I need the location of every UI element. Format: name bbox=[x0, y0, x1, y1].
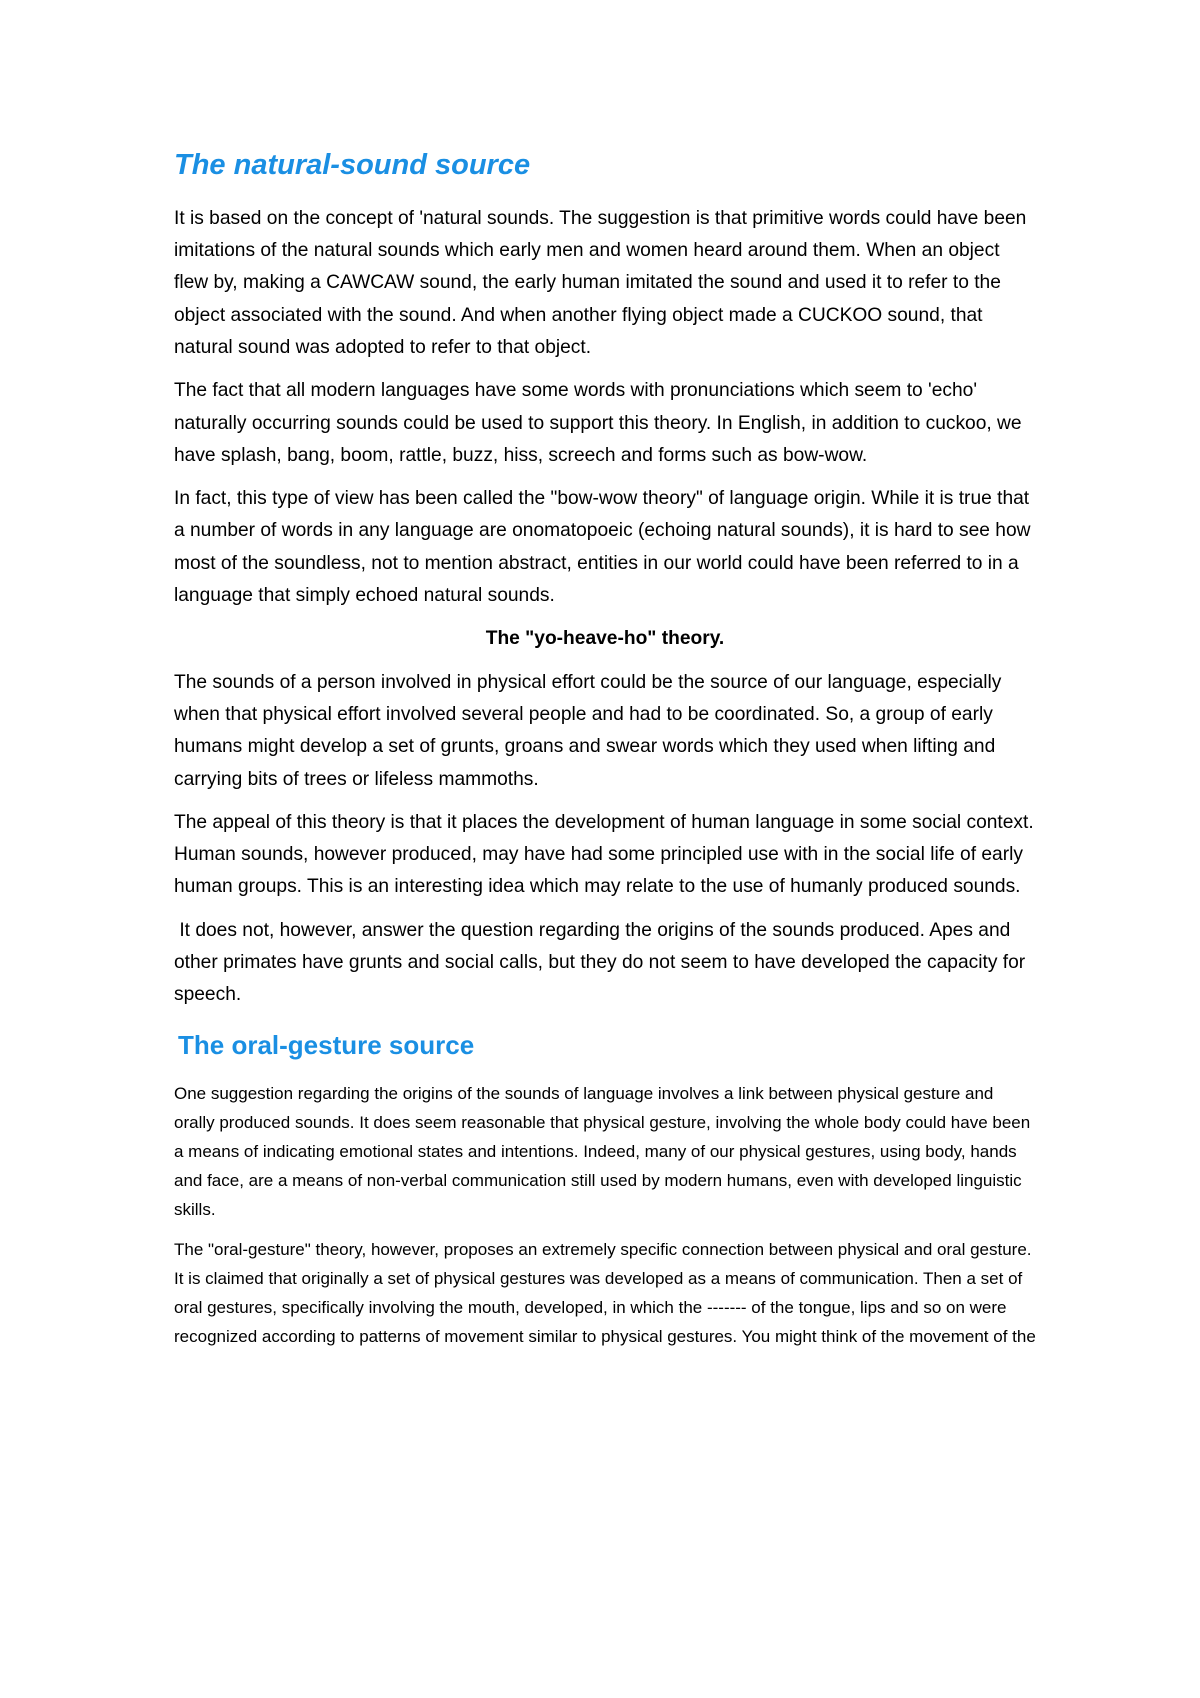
paragraph: The appeal of this theory is that it places the development of human language in some social context. Human sounds, however produced, may have had some principled use with in the social life of early human groups. This is an interesting idea which may relate to the use of humanly produced sounds. bbox=[174, 811, 1034, 898]
document-page bbox=[174, 148, 1036, 1362]
heading-natural-sound-source: The natural-sound source bbox=[174, 149, 531, 181]
paragraph: The fact that all modern languages have some words with pronunciations which seem to 'echo' naturally occurring sounds could be used to support this theory. In English, in addition to cuckoo, we have splash, bang, boom, rattle, buzz, hiss, screech and forms such as bow-wow. bbox=[174, 380, 1022, 466]
paragraph: It is based on the concept of 'natural sounds. The suggestion is that primitive words could have been imitations of the natural sounds which early men and women heard around them. When an object flew by, making a CAWCAW sound, the early human imitated the sound and used it to refer to the object associated with the sound. And when another flying object made a CUCKOO sound, that natural sound was adopted to refer to that object. bbox=[174, 207, 1027, 358]
heading-oral-gesture-source: The oral-gesture source bbox=[178, 1029, 475, 1060]
paragraph: One suggestion regarding the origins of the sounds of language involves a link between physical gesture and orally produced sounds. It does seem reasonable that physical gesture, involving the whole body could have been a means of indicating emotional states and intentions. Indeed, many of our physical gestures, using body, hands and face, are a means of non-verbal communication still used by modern humans, even with developed linguistic skills. bbox=[174, 1083, 1031, 1219]
paragraph: The sounds of a person involved in physical effort could be the source of our language, especially when that physical effort involved several people and had to be coordinated. So, a group of early humans might develop a set of grunts, groans and swear words which they used when lifting and carrying bits of trees or lifeless mammoths. bbox=[174, 671, 1002, 790]
paragraph: It does not, however, answer the question regarding the origins of the sounds produced. Apes and other primates have grunts and social calls, but they do not seem to have developed the capacity for speech. bbox=[174, 919, 1031, 1006]
paragraph: The "oral-gesture" theory, however, proposes an extremely specific connection between physical and oral gesture. It is claimed that originally a set of physical gestures was developed as a means of communication. Then a set of oral gestures, specifically involving the mouth, developed, in which the ------- of the tongue, lips and so on were recognized according to patterns of movement similar to physical gestures. You might think of the movement of the bbox=[174, 1239, 1036, 1346]
heading-yo-heave-ho-theory: The "yo-heave-ho" theory. bbox=[485, 628, 725, 650]
paragraph: In fact, this type of view has been called the "bow-wow theory" of language origin. While it is true that a number of words in any language are onomatopoeic (echoing natural sounds), it is hard to see how most of the soundless, not to mention abstract, entities in our world could have been referred to in a language that simply echoed natural sounds. bbox=[174, 488, 1031, 607]
